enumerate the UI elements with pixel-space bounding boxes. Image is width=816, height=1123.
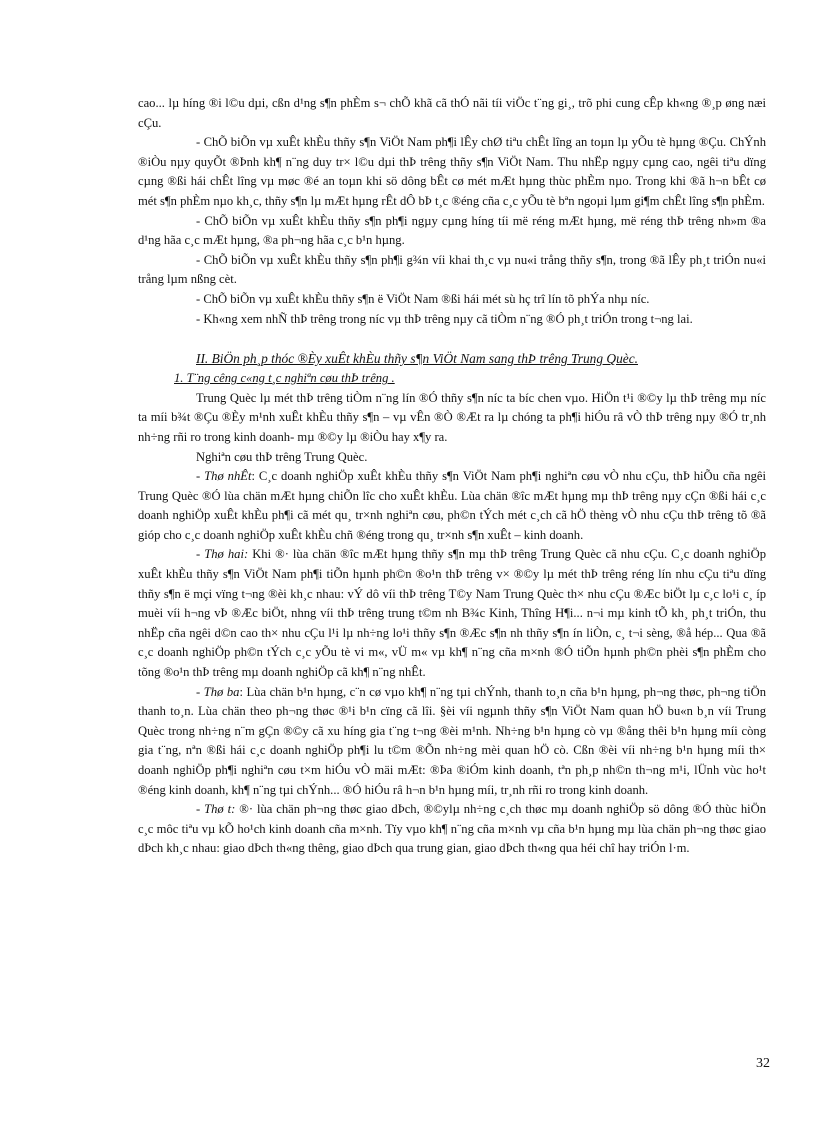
paragraph-third	[138, 683, 766, 801]
paragraph-second-text: Khi ®· lùa chän ®îc mÆt hµng thñy s¶n mµ thÞ trêng Trung Quèc cã nhu cÇu. C¸c doanh nghiÖp xuÊt khÈu thñy s¶n ViÖt Nam ph¶i tiÕn hµnh ph©n ®o¹n thÞ trêng v× ®©y lµ mét thÞ trêng réng lín nhu cÇu tiªu dïng thñy s¶n ë mçi vïng t¬ng ®èi kh¸c nhau: vÝ dô víi thÞ trêng T©y Nam Trung Quèc th× nhu cÇu ®Æc biÖt lµ c¸c lo¹i c¸ íp muèi víi h¬ng vÞ ®Æc biÖt, nhng víi thÞ trêng trung t©m nh B¾c Kinh, Thîng H¶i... n¬i mµ kinh tÕ kh¸ ph¸t triÓn, thu nhËp cña ngêi d©n cao th× nhu cÇu l¹i lµ nh÷ng lo¹i thñy s¶n ®Æc s¶n nh thñy s¶n ín liÒn, c¸ t¬i sèng, ®å hép... Qua ®ã c¸c doanh nghiÖp ph©n tÝch c¸c yÕu tè vi m«, vÜ m« vµ kh¶ n¨ng cña m×nh ®Ó tiÕn hµnh ph©n phèi s¶n phÈm cho tõng ®o¹n thÞ trêng mµ doanh nghiÖp cã kh¶ n¨ng nhÊt.	[138, 547, 766, 680]
term-fourth: - Thø t:	[196, 802, 236, 817]
paragraph-research-title: Nghiªn cøu thÞ trêng Trung Quèc.	[196, 449, 368, 464]
section-heading: II. BiÖn ph¸p thóc ®Èy xuÊt khÈu thñy s¶n ViÖt Nam sang thÞ trêng Trung Quèc.	[196, 351, 639, 367]
paragraph-second	[138, 545, 766, 682]
paragraph-aquaculture: - ChÕ biÕn vµ xuÊt khÈu thñy s¶n ph¶i g¾n víi khai th¸c vµ nu«i trång thñy s¶n, trong ®ã lÊy ph¸t triÓn nu«i trång lµm nßng cèt.	[138, 252, 766, 287]
paragraph-first-text: : C¸c doanh nghiÖp xuÊt khÈu thñy s¶n ViÖt Nam ph¶i nghiªn cøu vÒ nhu cÇu, thÞ hiÕu cña ngêi Trung Quèc ®Ó lùa chän mÆt hµng chiÕn lîc cho xuÊt khÈu. Lùa chän ®îc mÆt hµng mµ thÞ trêng nµy cÇn ®ßi hái c¸c doanh nghiÖp xuÊt khÈu ph¶i cã mét qu¸ tr×nh nghiªn cøu, ph©n tÝch mét c¸ch cã hÖ thèng vÒ nhu cÇu thÞ trêng tõ ®ã gióp cho c¸c doanh nghiÖp xuÊt khÈu chñ ®éng trong qu¸ tr×nh s¶n xuÊt – kinh doanh.	[138, 469, 766, 542]
subsection-heading: 1. T¨ng cêng c«ng t¸c nghiªn cøu thÞ trêng .	[174, 371, 395, 386]
paragraph-third-text: : Lùa chän b¹n hµng, c¨n cø vµo kh¶ n¨ng tµi chÝnh, thanh to¸n cña b¹n hµng, ph¬ng thøc, ph¬ng tiÖn thanh to¸n. Lùa chän theo ph¬ng thøc ®¹i b¹n cïng cã lîi. §èi víi ngµnh thñy s¶n ViÖt Nam quan hÖ bu«n b¸n víi Trung Quèc trong nh÷ng n¨m gÇn ®©y cã xu híng gia t¨ng t¬ng ®èi m¹nh. Nh÷ng b¹n hµng cò vµ ®ång thêi b¹n hµng míi còng gia t¨ng, nªn ®ßi hái c¸c doanh nghiÖp ph¶i lu t©m ®Õn nh÷ng mèi quan hÖ cò. Cßn ®èi víi nh÷ng b¹n hµng míi th× doanh nghiÖp ph¶i nghiªn cøu t×m hiÓu vÒ mäi mÆt: ®Þa ®iÓm kinh doanh, tªn ph¸p nh©n th¬ng m¹i, lÜnh vùc ho¹t ®éng kinh doanh, kh¶ n¨ng tµi chÝnh... ®Ó hiÓu râ h¬n b¹n hµng míi, tr¸nh rñi ro trong kinh doanh.	[138, 684, 766, 797]
paragraph-domestic-market: - Kh«ng xem nhÑ thÞ trêng trong níc vµ thÞ trêng nµy cã tiÒm n¨ng ®Ó ph¸t triÓn trong t¬ng lai.	[196, 311, 693, 326]
term-third: - Thø ba	[196, 684, 240, 699]
paragraph-quality: - ChÕ biÕn vµ xuÊt khÈu thñy s¶n ViÖt Nam ph¶i lÊy chØ tiªu chÊt lîng an toµn lµ yÕu tè hµng ®Çu. ChÝnh ®iÒu nµy quyÕt ®Þnh kh¶ n¨ng duy tr× l©u dµi thÞ trêng thñy s¶n ViÖt Nam. Thu nhËp ngµy cµng cao, ngêi tiªu dïng cµng ®ßi hái chÊt lîng vµ møc ®é an toµn khi sö dông bÊt cø mét mÆt hµng thùc phÈm nµo. Trong khi ®ã h¬n bÊt cø mét s¶n phÈm nµo kh¸c, thñy s¶n lµ mÆt hµng rÊt dÔ bÞ t¸c ®éng cña c¸c yÕu tè bªn ngoµi lµm gi¶m chÊt lîng s¶n phÈm.	[138, 135, 766, 208]
paragraph-continuation: cao... lµ híng ®i l©u dµi, cßn d¹ng s¶n phÈm s¬ chÕ khã cã thÓ nãi tíi viÖc t¨ng gi¸, trõ phi cung cÊp kh«ng ®¸p øng næi cÇu.	[138, 96, 766, 130]
paragraph-china-market: Trung Quèc lµ mét thÞ trêng tiÒm n¨ng lín ®Ó thñy s¶n níc ta bíc chen vµo. HiÖn t¹i ®©y lµ thÞ trêng mµ níc ta míi b¾t ®Çu ®Èy m¹nh xuÊt khÈu thñy s¶n – vµ vÊn ®Ò ®Æt ra lµ chóng ta ph¶i hiÓu râ vÒ thÞ trêng nµy ®Ó tr¸nh nh÷ng rñi ro trong kinh doanh- mµ ®©y lµ ®iÒu hay x¶y ra.	[138, 390, 766, 444]
paragraph-state-support: - ChÕ biÕn vµ xuÊt khÈu thñy s¶n ë ViÖt Nam ®ßi hái mét sù hç trî lín tõ phÝa nhµ níc.	[196, 291, 650, 306]
term-second: - Thø hai:	[196, 547, 249, 562]
paragraph-diversify: - ChÕ biÕn vµ xuÊt khÈu thñy s¶n ph¶i ngµy cµng híng tíi më réng mÆt hµng, më réng thÞ trêng nh»m ®a d¹ng hãa c¸c mÆt hµng, ®a ph¬ng hãa c¸c b¹n hµng.	[138, 213, 766, 248]
paragraph-fourth-text: ®· lùa chän ph¬ng thøc giao dÞch, ®©ylµ nh÷ng c¸ch thøc mµ doanh nghiÖp sö dông ®Ó thùc hiÖn c¸c môc tiªu vµ kÕ ho¹ch kinh doanh cña m×nh. Tïy vµo kh¶ n¨ng cña m×nh vµ cña b¹n hµng mµ lùa chän ph¬ng thøc giao dÞch kh¸c nhau: giao dÞch th«ng thêng, giao dÞch qua trung gian, giao dÞch th«ng qua héi chî hay triÓn l·m.	[138, 802, 767, 856]
paragraph-fourth	[138, 800, 766, 859]
paragraph-first	[138, 467, 766, 545]
term-first: - Thø nhÊt	[196, 469, 252, 484]
page-number: 32	[756, 1056, 770, 1071]
document-page	[138, 94, 766, 859]
